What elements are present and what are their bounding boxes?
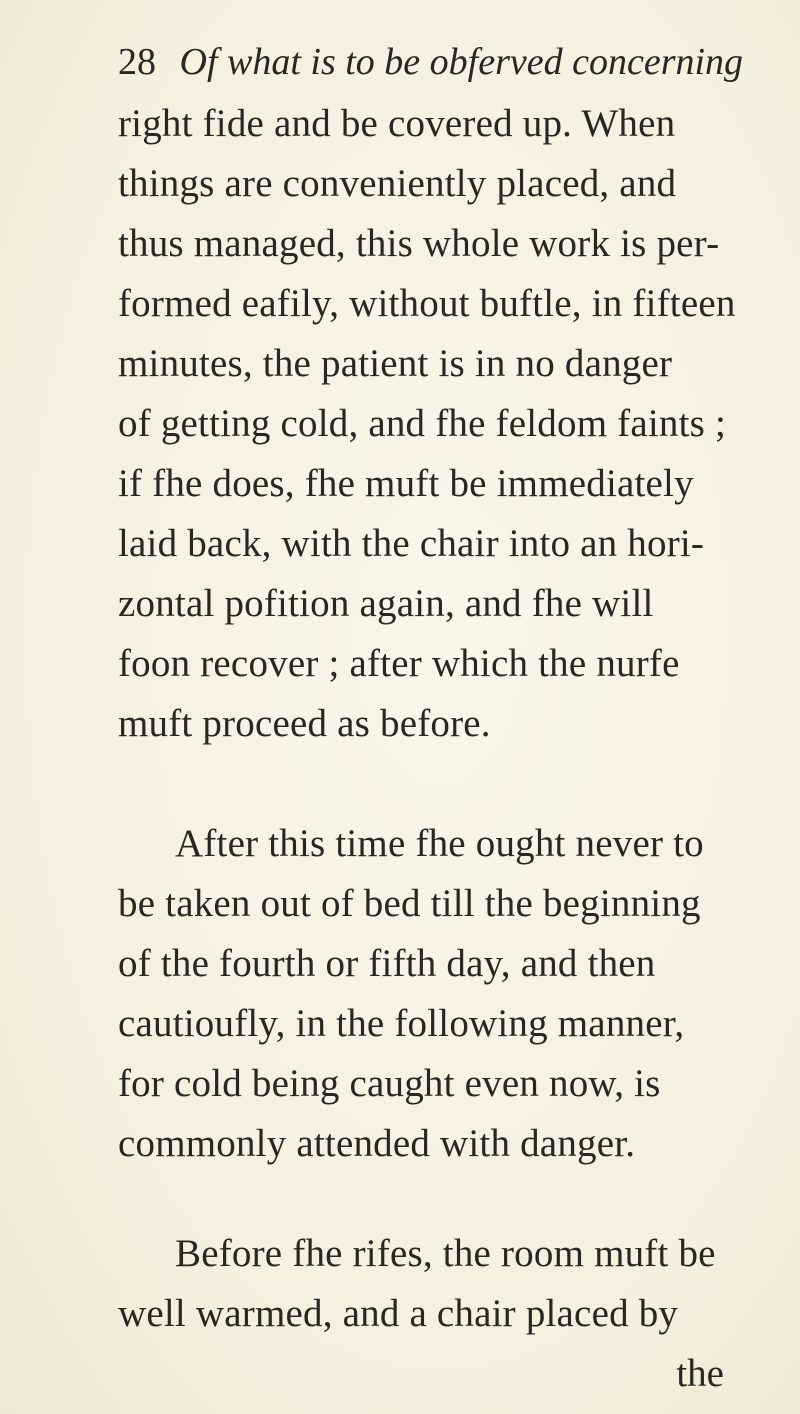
text-line: formed eafily, without buftle, in fifteen (118, 282, 736, 325)
text-line: right fide and be covered up. When (118, 102, 676, 145)
page-number: 28 (118, 41, 156, 83)
text-line: After this time fhe ought never to (175, 822, 704, 865)
text-line: of the fourth or fifth day, and then (118, 942, 656, 985)
text-line: of getting cold, and fhe feldom faints ; (118, 402, 727, 445)
text-line: Before fhe rifes, the room muft be (175, 1232, 716, 1275)
text-line: foon recover ; after which the nurfe (118, 642, 680, 685)
text-line: thus managed, this whole work is per- (118, 222, 720, 265)
text-line: cautioufly, in the following manner, (118, 1002, 685, 1045)
text-line: minutes, the patient is in no danger (118, 342, 673, 385)
running-head: Of what is to be obferved concerning (179, 41, 744, 83)
catchword: the (676, 1352, 724, 1395)
text-line: zontal pofition again, and fhe will (118, 582, 654, 625)
text-line: commonly attended with danger. (118, 1122, 636, 1165)
text-line: things are conveniently placed, and (118, 162, 677, 205)
text-line: laid back, with the chair into an hori- (118, 522, 705, 565)
page-header (118, 40, 743, 84)
text-line: for cold being caught even now, is (118, 1062, 661, 1105)
text-line: if fhe does, fhe muft be immediately (118, 462, 694, 505)
text-line: well warmed, and a chair placed by (118, 1292, 679, 1335)
text-line: muft proceed as before. (118, 702, 491, 745)
text-line: be taken out of bed till the beginning (118, 882, 701, 925)
